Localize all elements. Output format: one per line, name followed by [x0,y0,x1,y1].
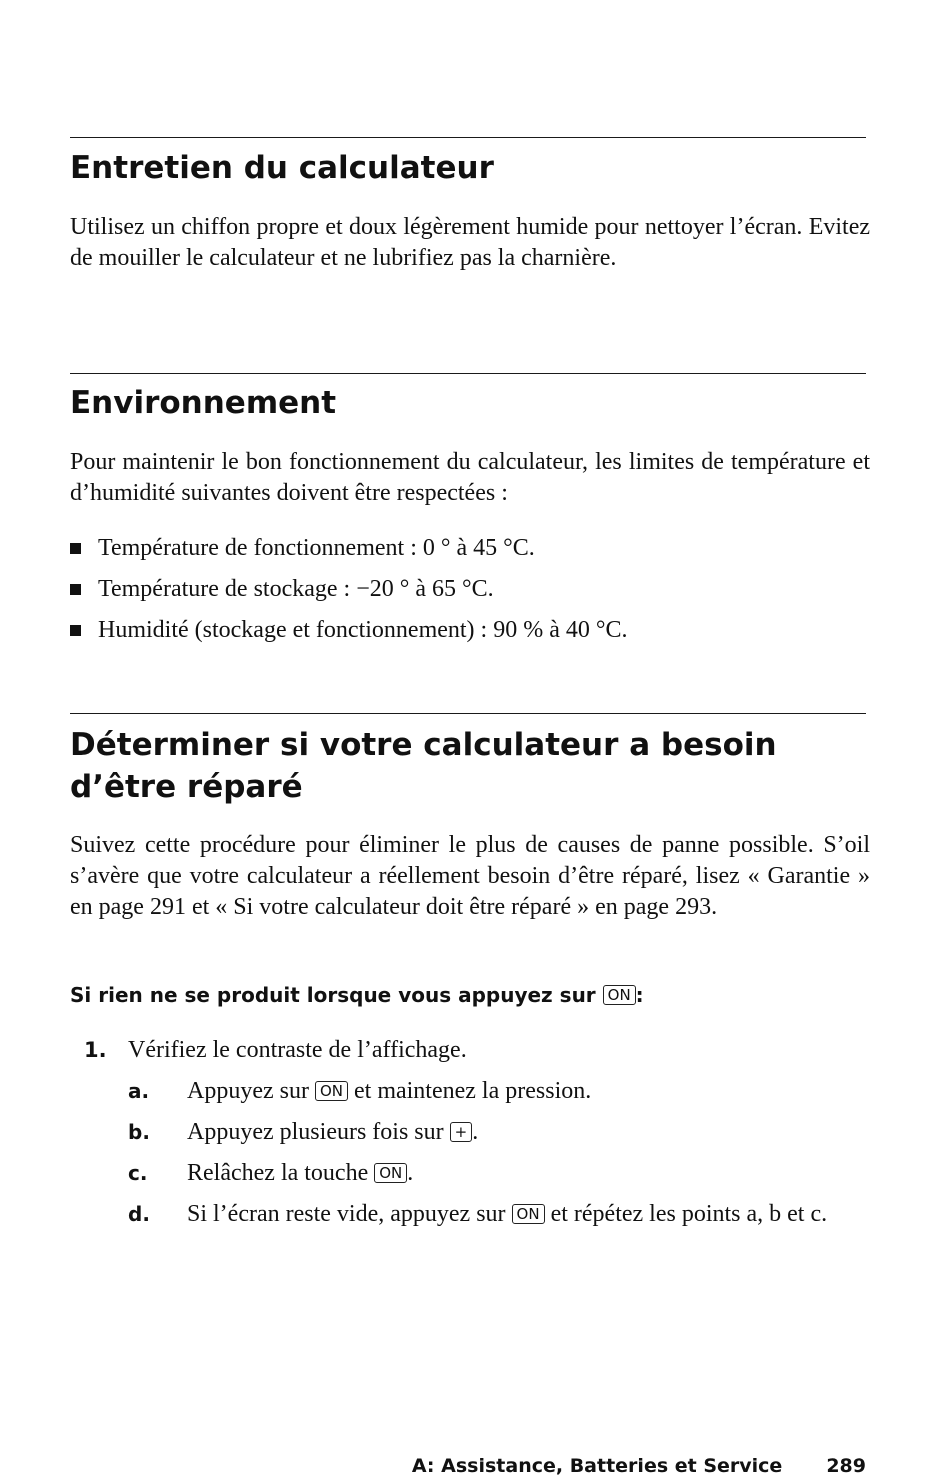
step-text: Vérifiez le contraste de l’affichage. [128,1037,467,1063]
on-key-icon: ON [315,1081,348,1101]
substep-letter: a. [128,1079,150,1103]
step-item [70,1035,870,1230]
substep-text: et maintenez la pression. [354,1078,592,1104]
page-number: 289 [826,1455,866,1477]
substep-text: . [407,1160,414,1186]
section-title-reparation [70,724,777,808]
substep-text: . [472,1119,479,1145]
bullet-text: Température de fonctionnement : 0 ° à 45 °C. [98,535,535,561]
substep-item [128,1117,870,1148]
section-divider [70,137,866,138]
bullet-square-icon [70,584,81,595]
substep-letter: d. [128,1202,150,1226]
paragraph-reparation: Suivez cette procédure pour éliminer le plus de causes de panne possible. S’oil s’avère que votre calculateur a réellement besoin d’être réparé, lisez « Garantie » en page 291 et « Si votre calculateur doit être réparé » en page 293. [70,832,870,920]
plus-key-icon: + [450,1122,473,1142]
section-title-environnement: Environnement [70,385,337,421]
substep-text: Appuyez sur [187,1078,309,1104]
subheading-text: Si rien ne se produit lorsque vous appuyez sur [70,983,596,1007]
list-item [70,533,866,574]
on-key-icon: ON [374,1163,407,1183]
substep-item [128,1076,870,1107]
section-divider [70,713,866,714]
subheading-colon: : [635,983,644,1007]
substep-text: Appuyez plusieurs fois sur [187,1119,444,1145]
procedure-steps [70,1035,870,1240]
paragraph-environnement: Pour maintenir le bon fonctionnement du calculateur, les limites de température et d’humidité suivantes doivent être respectées : [70,449,870,506]
section-divider [70,373,866,374]
substep-text: Si l’écran reste vide, appuyez sur [187,1201,506,1227]
on-key-icon: ON [512,1204,545,1224]
substep-text: Relâchez la touche [187,1160,369,1186]
title-line: d’être réparé [70,769,303,805]
page-footer [0,1455,866,1477]
footer-chapter: A: Assistance, Batteries et Service [411,1455,783,1477]
on-key-icon: ON [603,985,636,1005]
step-number: 1. [84,1038,107,1062]
bullet-square-icon [70,543,81,554]
substep-letter: c. [128,1161,148,1185]
substep-list [128,1076,870,1230]
substep-letter: b. [128,1120,150,1144]
paragraph-entretien: Utilisez un chiffon propre et doux légèrement humide pour nettoyer l’écran. Evitez de mouiller le calculateur et ne lubrifiez pas la charnière. [70,214,870,271]
title-line: Déterminer si votre calculateur a besoin [70,727,777,763]
substep-text: et répétez les points a, b et c. [550,1201,828,1227]
subheading-no-response [70,981,644,1009]
list-item [70,574,866,615]
bullet-list-limits [70,533,866,656]
bullet-text: Humidité (stockage et fonctionnement) : 90 % à 40 °C. [98,617,628,643]
list-item [70,615,866,656]
substep-item [128,1158,870,1189]
bullet-text: Température de stockage : −20 ° à 65 °C. [98,576,494,602]
bullet-square-icon [70,625,81,636]
section-title-entretien: Entretien du calculateur [70,150,494,186]
substep-item [128,1199,870,1230]
